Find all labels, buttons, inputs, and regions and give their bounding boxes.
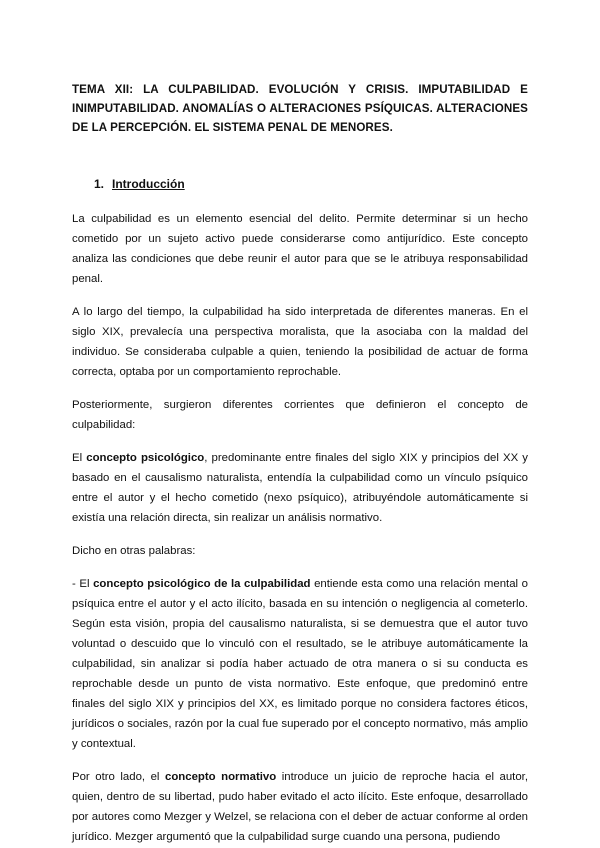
section-number: 1. [94, 177, 105, 191]
paragraph-4-pre: El [72, 452, 87, 464]
section-heading [94, 177, 528, 191]
paragraph-1: La culpabilidad es un elemento esencial del delito. Permite determinar si un hecho cometido por un sujeto activo puede considerarse como antijurídico. Este concepto analiza las condiciones que debe reunir el autor para que se le atribuya responsabilidad penal. [72, 213, 528, 285]
paragraph-6-post: entiende esta como una relación mental o psíquica entre el autor y el acto ilícito, basada en su intención o negligencia al cometerlo. Según esta visión, propia del causalismo naturalista, si se demuestra que el autor tuvo voluntad o descuido que lo vinculó con el resultado, se le atribuye automáticamente la culpabilidad, sin analizar si podía haber actuado de otra manera o si su conducta es reprochable desde un punto de vista normativo. Este enfoque, que predominó entre finales del siglo XIX y principios del XX, es limitado porque no considera factores éticos, jurídicos o sociales, razón por la cual fue superado por el concepto normativo, más amplio y contextual. [72, 578, 528, 750]
paragraph-6 [72, 574, 528, 754]
paragraph-6-pre: - El [72, 578, 94, 590]
paragraph-4-bold: concepto psicológico [86, 452, 205, 464]
paragraph-2: A lo largo del tiempo, la culpabilidad ha sido interpretada de diferentes maneras. En el siglo XIX, prevalecía una perspectiva moralista, que la asociaba con la maldad del individuo. Se consideraba culpable a quien, teniendo la posibilidad de actuar de forma correcta, optaba por un comportamiento reprochable. [72, 306, 528, 378]
page-title: TEMA XII: LA CULPABILIDAD. EVOLUCIÓN Y CRISIS. IMPUTABILIDAD E INIMPUTABILIDAD. ANOMALÍAS O ALTERACIONES PSÍQUICAS. ALTERACIONES DE LA PERCEPCIÓN. EL SISTEMA PENAL DE MENORES. [72, 83, 528, 134]
paragraph-4-post: , predominante entre finales del siglo XIX y principios del XX y basado en el causalismo naturalista, entendía la culpabilidad como un vínculo psíquico entre el autor y el hecho cometido (nexo psíquico), atribuyéndole automáticamente si existía una relación directa, sin realizar un análisis normativo. [72, 452, 528, 524]
section-label: Introducción [112, 177, 185, 191]
paragraph-6-bold: concepto psicológico de la culpabilidad [93, 578, 311, 590]
paragraph-7-bold: concepto normativo [164, 771, 277, 783]
paragraph-7-pre: Por otro lado, el [72, 771, 165, 783]
paragraph-4 [72, 448, 528, 528]
paragraph-7 [72, 767, 528, 847]
paragraph-3: Posteriormente, surgieron diferentes corrientes que definieron el concepto de culpabilidad: [72, 399, 528, 431]
paragraph-5: Dicho en otras palabras: [72, 545, 196, 557]
paragraph-7-post: introduce un juicio de reproche hacia el autor, quien, dentro de su libertad, pudo haber evitado el acto ilícito. Este enfoque, desarrollado por autores como Mezger y Welzel, se relaciona con el deber de actuar conforme al orden jurídico. Mezger argumentó que la culpabilidad surge cuando una persona, pudiendo [72, 771, 529, 843]
